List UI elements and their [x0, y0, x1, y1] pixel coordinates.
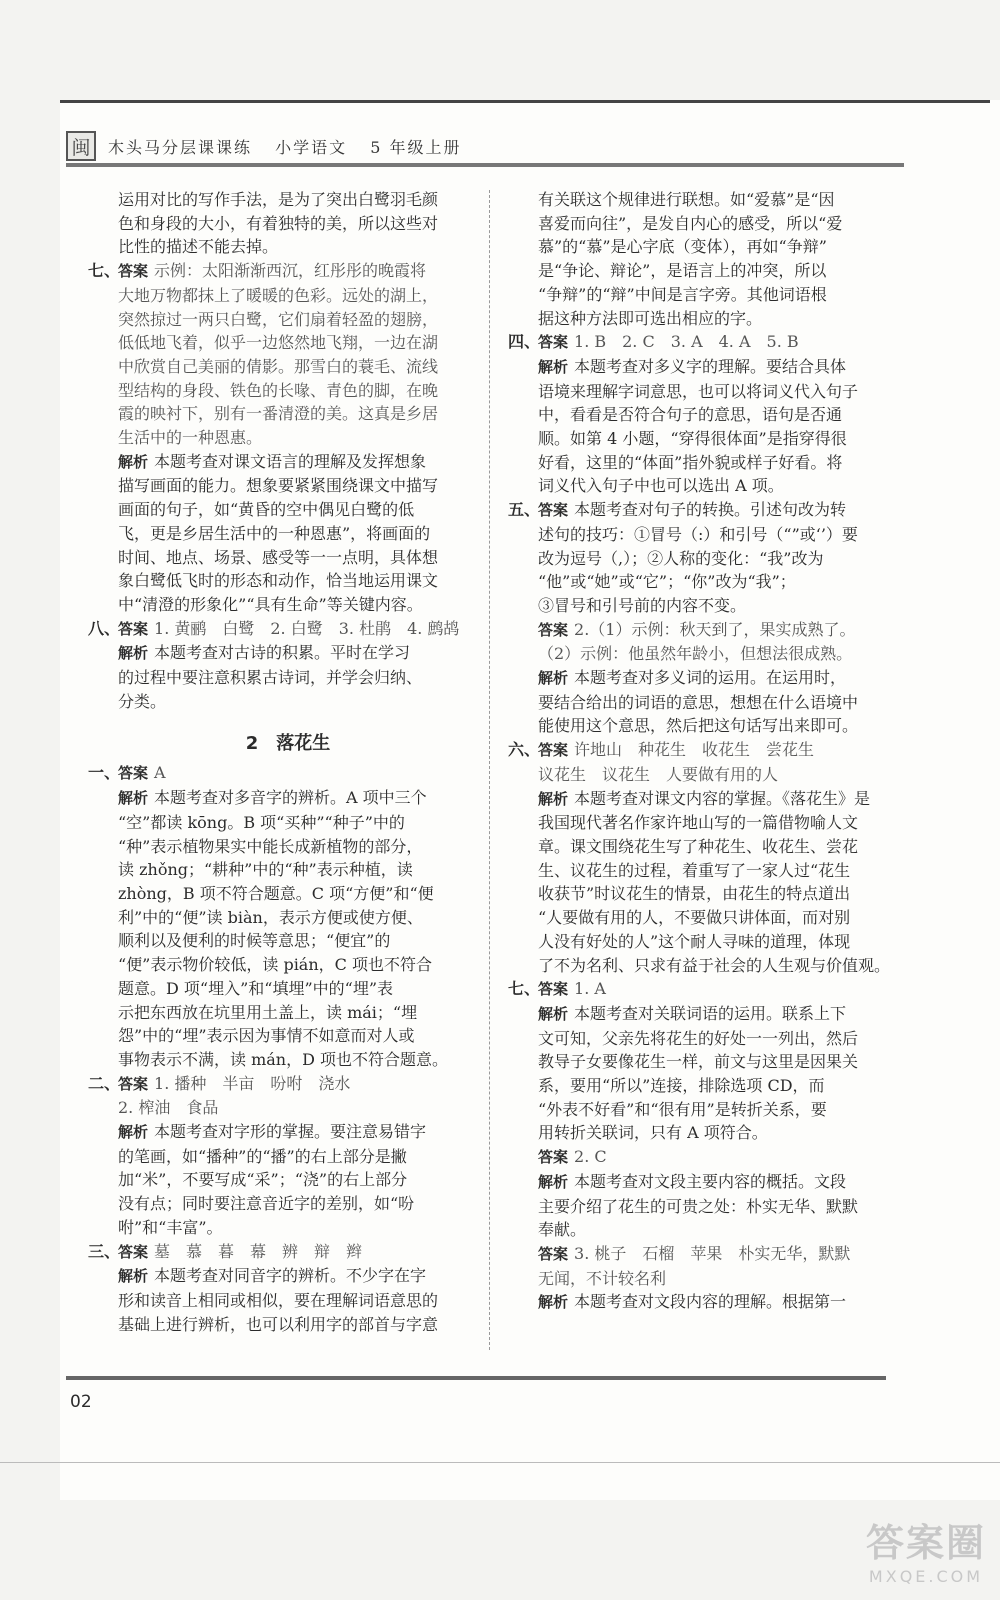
footer-rule	[66, 1376, 886, 1380]
analysis-line: 改为逗号（,）；②人称的变化：“我”改为	[538, 548, 824, 568]
analysis-text: 本题考查对课文语言的理解及发挥想象	[154, 451, 427, 471]
analysis-line: 的笔画，如“播种”的“播”的右上部分是撇	[118, 1146, 407, 1166]
analysis-line	[508, 666, 908, 691]
section-number: 六、	[508, 740, 541, 760]
analysis-text: 本题考查对课文内容的掌握。《落花生》是	[574, 788, 871, 808]
left-column	[88, 188, 488, 1336]
analysis-line	[508, 1290, 908, 1315]
section-number: 七、	[508, 979, 541, 999]
text-line: 喜爱而向往”，是发自内心的感受，所以“爱	[538, 213, 843, 233]
analysis-line: 中，看看是否符合句子的意思，语句是否通	[538, 405, 843, 425]
header-rule	[66, 163, 904, 167]
analysis-tag: 解析	[538, 1293, 569, 1312]
page-edge-line	[0, 1462, 1000, 1463]
answer-line: 议花生 议花生 人要做有用的人	[538, 764, 779, 784]
answer-text: 示例：太阳渐渐西沉，红彤彤的晚霞将	[154, 261, 427, 281]
analysis-line	[508, 355, 908, 380]
header-text	[108, 135, 478, 158]
analysis-line: 生、议花生的过程，着重写了一家人过“花生	[538, 860, 851, 880]
analysis-line: 描写画面的能力。想象要紧紧围绕课文中描写	[118, 476, 439, 496]
answer-tag: 答案	[538, 741, 569, 760]
answer-tag: 答案	[538, 1148, 569, 1167]
answer-text: 1. 播种 半亩 吩咐 浇水	[154, 1073, 351, 1093]
analysis-line	[88, 786, 488, 811]
analysis-line: 能使用这个意思，然后把这句话写出来即可。	[538, 716, 859, 736]
analysis-line: 顺利以及便利的时候等意思；“便宜”的	[118, 931, 391, 951]
answer-tag: 答案	[538, 1244, 569, 1263]
text-line: 比性的描述不能去掉。	[118, 237, 279, 257]
analysis-line: 奉献。	[538, 1220, 587, 1240]
answer-tag: 答案	[538, 620, 569, 639]
answer-tag: 答案	[118, 1242, 149, 1261]
analysis-line: “他”或“她”或“它”；“你”改为“我”；	[538, 572, 796, 592]
answer-text: 1. B 2. C 3. A 4. A 5. B	[574, 332, 799, 352]
section-seven-answer	[88, 259, 488, 284]
analysis-line	[508, 1002, 908, 1027]
watermark-title: 答案圈	[865, 1521, 986, 1565]
analysis-line: 加“米”，不要写成“采”；“浇”的右上部分	[118, 1170, 408, 1190]
answer-text: A	[154, 763, 166, 783]
answer-tag: 答案	[118, 619, 149, 638]
text-line: 有关联这个规律进行联想。如“爱慕”是“因	[538, 190, 835, 209]
page-number: 02	[70, 1392, 92, 1412]
answer-tag: 答案	[538, 980, 569, 999]
analysis-text: 本题考查对多义字的理解。要结合具体	[574, 356, 847, 376]
analysis-tag: 解析	[118, 789, 149, 808]
analysis-line: 飞，更是乡居生活中的一种恩惠”，将画面的	[118, 523, 431, 543]
answer-text: 1. 黄鹂 白鹭 2. 白鹭 3. 杜鹃 4. 鹧鸪	[154, 618, 460, 638]
analysis-line: 收获节”时议花生的情景，由花生的特点道出	[538, 884, 851, 904]
analysis-line: 形和读音上相同或相似，要在理解词语意思的	[118, 1290, 439, 1310]
q5-answer	[508, 498, 908, 523]
q2-answer	[88, 1072, 488, 1097]
section-eight-answer	[88, 617, 488, 642]
text-line: 是“争论、辩论”，是语言上的冲突，所以	[538, 261, 827, 281]
analysis-line: 怨”中的“埋”表示因为事情不如意而对人或	[118, 1026, 415, 1046]
section-number: 七、	[88, 261, 121, 281]
answer-text: 3. 桃子 石榴 苹果 朴实无华，默默	[574, 1243, 851, 1263]
analysis-tag: 解析	[538, 789, 569, 808]
analysis-text: 本题考查对文段内容的理解。根据第一	[574, 1292, 847, 1312]
analysis-line: 词义代入句子中也可以选出 A 项。	[538, 476, 784, 496]
answer-text: 墓 慕 暮 幕 辨 辩 辫	[154, 1241, 363, 1261]
q6-answer	[508, 738, 908, 763]
answer-line	[508, 1145, 908, 1170]
analysis-tag: 解析	[118, 452, 149, 471]
analysis-line: 的过程中要注意积累古诗词，并学会归纳、	[118, 668, 423, 688]
answer-text: 1. A	[574, 979, 606, 999]
answer-text: 许地山 种花生 收花生 尝花生	[574, 740, 815, 760]
answer-text: 2. C	[574, 1147, 607, 1167]
analysis-tag: 解析	[538, 1004, 569, 1023]
analysis-tag: 解析	[118, 1123, 149, 1142]
answer-line: 低低地飞着，似乎一边悠然地飞翔，一边在湖	[118, 333, 439, 353]
analysis-line: 述句的技巧：①冒号（:）和引号（“”或‘’）要	[538, 524, 858, 544]
analysis-text: 本题考查对文段主要内容的概括。文段	[574, 1171, 847, 1191]
analysis-line: 咐”和“丰富”。	[118, 1217, 223, 1237]
answer-line: 霞的映衬下，别有一番清澄的美。这真是乡居	[118, 404, 439, 424]
grade-label: 5 年级上册	[370, 137, 462, 157]
analysis-tag: 解析	[538, 1172, 569, 1191]
watermark-url: MXQE.COM	[868, 1567, 984, 1586]
analysis-text: 本题考查对句子的转换。引述句改为转	[574, 500, 847, 520]
analysis-line: 用转折关联词，只有 A 项符合。	[538, 1123, 768, 1143]
analysis-tag: 解析	[538, 669, 569, 688]
analysis-tag: 解析	[118, 644, 149, 663]
analysis-line: 分类。	[118, 691, 167, 711]
answer-tag: 答案	[538, 333, 569, 352]
analysis-text: 本题考查对字形的掌握。要注意易错字	[154, 1122, 427, 1142]
text-line: 慕”的“慕”是心字底（变体），再如“争辩”	[538, 237, 827, 257]
analysis-line: 语境来理解字词意思，也可以将词义代入句子	[538, 381, 859, 401]
analysis-line: 教导子女要像花生一样，前文与这里是因果关	[538, 1052, 859, 1072]
analysis-line: 我国现代著名作家许地山写的一篇借物喻人文	[538, 813, 859, 833]
answer-tag: 答案	[118, 1074, 149, 1093]
lesson-title: 2 落花生	[245, 733, 331, 755]
answer-line: （2）示例：他虽然年龄小，但想法很成熟。	[538, 644, 853, 664]
analysis-line: 系，要用“所以”连接，排除选项 CD，而	[538, 1076, 825, 1096]
answer-line: 中欣赏自己美丽的倩影。那雪白的蓑毛、流线	[118, 356, 439, 376]
text-line: 据这种方法即可选出相应的字。	[538, 308, 763, 328]
analysis-line: 文可知，父亲先将花生的好处一一列出，然后	[538, 1028, 859, 1048]
analysis-line	[88, 641, 488, 666]
analysis-line: 时间、地点、场景、感受等一一点明，具体想	[118, 547, 439, 567]
text-line: “争辩”的“辩”中间是言字旁。其他词语根	[538, 284, 827, 304]
logo-icon: 闽	[66, 131, 96, 161]
section-number: 八、	[88, 618, 121, 638]
analysis-line: 事物表示不满，读 mán，D 项也不符合题意。	[118, 1049, 449, 1069]
section-number: 三、	[88, 1241, 121, 1261]
analysis-text: 本题考查对同音字的辨析。不少字在字	[154, 1266, 427, 1286]
analysis-line: 象白鹭低飞时的形态和动作，恰当地运用课文	[118, 571, 439, 591]
analysis-tag: 解析	[118, 1267, 149, 1286]
right-column	[508, 188, 908, 1315]
analysis-line: 利”中的“便”读 biàn，表示方便或使方便、	[118, 907, 423, 927]
analysis-line: “人要做有用的人，不要做只讲体面，而对别	[538, 908, 851, 928]
analysis-line: 章。课文围绕花生写了种花生、收花生、尝花	[538, 836, 859, 856]
analysis-line: 示把东西放在坑里用土盖上，读 mái；“埋	[118, 1002, 418, 1022]
analysis-line: 人没有好处的人”这个耐人寻味的道理，体现	[538, 931, 851, 951]
answer-line: 突然掠过一两只白鹭，它们扇着轻盈的翅膀，	[118, 309, 439, 329]
section-number: 二、	[88, 1073, 121, 1093]
analysis-text: 本题考查对关联词语的运用。联系上下	[574, 1003, 847, 1023]
analysis-text: 本题考查对古诗的积累。平时在学习	[154, 643, 411, 663]
analysis-line: “空”都读 kōng。B 项“买种”“种子”中的	[118, 812, 405, 832]
answer-tag: 答案	[118, 262, 149, 281]
analysis-line: “种”表示植物果实中能长成新植物的部分，	[118, 836, 423, 856]
q7-answer	[508, 977, 908, 1002]
analysis-line: 画面的句子，如“黄昏的空中偶见白鹭的低	[118, 500, 415, 520]
text-line: 运用对比的写作手法，是为了突出白鹭羽毛颜	[118, 190, 439, 209]
analysis-line: zhòng，B 项不符合题意。C 项“方便”和“便	[118, 883, 434, 903]
analysis-line: ③冒号和引号前的内容不变。	[538, 595, 747, 615]
watermark-logo	[866, 1512, 986, 1586]
analysis-line	[88, 450, 488, 475]
analysis-text: 本题考查对多义词的运用。在运用时，	[574, 668, 847, 688]
analysis-line	[508, 1170, 908, 1195]
top-rule	[60, 100, 990, 103]
answer-line	[508, 618, 908, 643]
answer-line: 2. 榨油 食品	[118, 1098, 219, 1118]
q3-answer	[88, 1240, 488, 1265]
analysis-line: 基础上进行辨析，也可以利用字的部首与字意	[118, 1314, 439, 1334]
section-number: 一、	[88, 763, 121, 783]
q1-answer	[88, 761, 488, 786]
analysis-tag: 解析	[538, 357, 569, 376]
q4-answer	[508, 330, 908, 355]
answer-line: 生活中的一种恩惠。	[118, 428, 263, 448]
analysis-line	[88, 1264, 488, 1289]
analysis-line: “外表不好看”和“很有用”是转折关系，要	[538, 1099, 827, 1119]
answer-line	[508, 1242, 908, 1267]
answer-line: 大地万物都抹上了暖暖的色彩。远处的湖上，	[118, 285, 439, 305]
section-number: 四、	[508, 332, 541, 352]
text-line: 色和身段的大小，有着独特的美，所以这些对	[118, 213, 439, 233]
analysis-line: 要结合给出的词语的意思，想想在什么语境中	[538, 692, 859, 712]
column-divider	[489, 190, 490, 1350]
subject-label: 小学语文	[275, 137, 348, 157]
book-title: 木头马分层课课练	[108, 137, 253, 157]
analysis-line: 题意。D 项“埋入”和“填埋”中的“埋”表	[118, 978, 393, 998]
analysis-line	[88, 1120, 488, 1145]
answer-line: 型结构的身段、铁色的长喙、青色的脚，在晚	[118, 380, 439, 400]
analysis-line: 了不为名利、只求有益于社会的人生观与价值观。	[538, 955, 891, 975]
answer-tag: 答案	[118, 764, 149, 783]
section-number: 五、	[508, 500, 541, 520]
analysis-line	[508, 787, 908, 812]
analysis-line: 读 zhǒng；“耕种”中的“种”表示种植，读	[118, 860, 413, 880]
analysis-line: 顺。如第 4 小题，“穿得很体面”是指穿得很	[538, 429, 847, 449]
analysis-line: 主要介绍了花生的可贵之处：朴实无华、默默	[538, 1196, 859, 1216]
analysis-text: 本题考查对多音字的辨析。A 项中三个	[154, 788, 427, 808]
analysis-line: 没有点；同时要注意音近字的差别，如“吩	[118, 1194, 415, 1214]
analysis-line: 中“清澄的形象化”“具有生命”等关键内容。	[118, 594, 423, 614]
analysis-line: 好看，这里的“体面”指外貌或样子好看。将	[538, 452, 843, 472]
page-header	[66, 130, 478, 162]
answer-tag: 答案	[538, 501, 569, 520]
analysis-line: “便”表示物价较低，读 pián，C 项也不符合	[118, 955, 432, 975]
answer-text: 2.（1）示例：秋天到了，果实成熟了。	[574, 619, 856, 639]
answer-line: 无闻，不计较名利	[538, 1268, 667, 1288]
